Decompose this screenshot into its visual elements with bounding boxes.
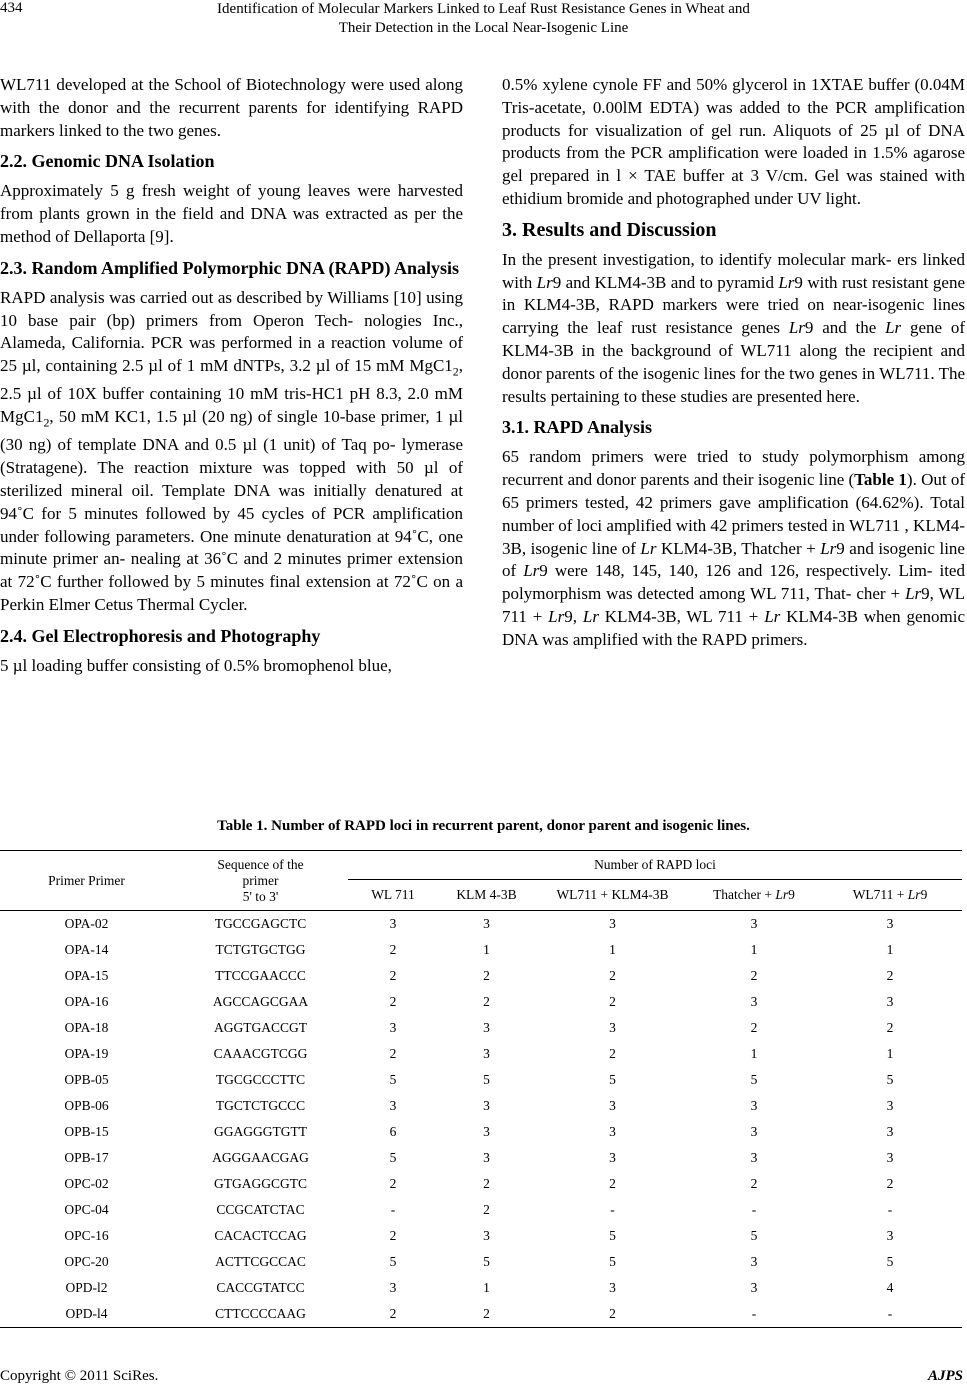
table-cell-c: 3 bbox=[609, 916, 616, 931]
table-cell-c: 3 bbox=[609, 1124, 616, 1139]
table-row bbox=[0, 1223, 962, 1249]
column-header-sequence: Sequence of the primer 5' to 3' bbox=[217, 856, 304, 904]
table-row bbox=[0, 937, 962, 963]
table-cell-d: 3 bbox=[750, 994, 758, 1009]
table-cell-primer: OPA-02 bbox=[64, 916, 109, 931]
column-group-header: Number of RAPD loci bbox=[348, 851, 962, 880]
table-cell-a: 3 bbox=[389, 1280, 397, 1295]
table-cell-e: 4 bbox=[886, 1280, 894, 1295]
section-3-paragraph: In the present investigation, to identify molecular mark- ers linked with Lr9 and KLM4-3B and to pyramid Lr9 with rust resistant gene in KLM4-3B, RAPD markers were tried on near-isogenic lines carrying the leaf rust resistance genes Lr9 and the Lr gene of KLM4-3B in the background of WL711 along the recipient and donor parents of the isogenic lines for the two genes in WL711. The results pertaining to these studies are presented here. bbox=[502, 249, 965, 406]
table-cell-c: 3 bbox=[609, 1150, 616, 1165]
table-cell-seq: CCGCATCTAC bbox=[216, 1202, 305, 1217]
section-3-heading: 3. Results and Discussion bbox=[502, 218, 717, 241]
table-cell-a: 5 bbox=[389, 1254, 397, 1269]
table-cell-e: 2 bbox=[886, 1020, 894, 1035]
table-cell-d: 2 bbox=[750, 968, 758, 983]
left-column bbox=[0, 74, 463, 686]
table-cell-primer: OPC-02 bbox=[64, 1176, 109, 1191]
table-row bbox=[0, 1249, 962, 1275]
table-cell-a: 2 bbox=[389, 942, 397, 957]
table-cell-seq: AGGTGACCGT bbox=[214, 1020, 307, 1035]
table-cell-c: 3 bbox=[609, 1098, 616, 1113]
table-cell-e: 3 bbox=[886, 1124, 894, 1139]
table-cell-e: 5 bbox=[886, 1072, 894, 1087]
table-cell-b: 1 bbox=[483, 942, 490, 957]
table-body bbox=[0, 911, 962, 1328]
table-cell-b: 2 bbox=[483, 1202, 490, 1217]
table-cell-a: 2 bbox=[389, 1176, 397, 1191]
table-cell-d: 2 bbox=[750, 1020, 758, 1035]
table-cell-c: - bbox=[610, 1202, 615, 1217]
table-cell-a: 2 bbox=[389, 1228, 397, 1243]
table-cell-e: 5 bbox=[886, 1254, 894, 1269]
table-cell-d: 3 bbox=[750, 1254, 758, 1269]
table-cell-d: 1 bbox=[750, 942, 758, 957]
table-cell-primer: OPD-l2 bbox=[65, 1280, 108, 1295]
table-cell-seq: TGCGCCCTTC bbox=[215, 1072, 306, 1087]
table-cell-b: 3 bbox=[483, 1228, 490, 1243]
running-header bbox=[0, 0, 967, 38]
table-cell-c: 5 bbox=[609, 1254, 616, 1269]
table-cell-d: 5 bbox=[750, 1072, 758, 1087]
table-cell-e: 3 bbox=[886, 994, 894, 1009]
section-2-4-paragraph: 5 µl loading buffer consisting of 0.5% bromophenol blue, bbox=[0, 655, 392, 675]
table-row bbox=[0, 1093, 962, 1119]
table-cell-b: 2 bbox=[483, 994, 490, 1009]
table-cell-seq: CACACTCCAG bbox=[214, 1228, 307, 1243]
table-row bbox=[0, 1067, 962, 1093]
intro-paragraph: WL711 developed at the School of Biotechnology were used along with the donor and the recurrent parents for identifying RAPD markers linked to the two genes. bbox=[0, 75, 463, 140]
table-cell-e: - bbox=[887, 1306, 893, 1321]
journal-footer: AJPS bbox=[927, 1368, 963, 1384]
table-cell-a: 2 bbox=[389, 994, 397, 1009]
table-cell-e: 3 bbox=[886, 1228, 894, 1243]
table-row bbox=[0, 1171, 962, 1197]
table-cell-c: 2 bbox=[609, 1046, 616, 1061]
table-cell-seq: TGCCGAGCTC bbox=[214, 916, 307, 931]
table-cell-a: 5 bbox=[389, 1150, 397, 1165]
gel-continuation-paragraph: 0.5% xylene cynole FF and 50% glycerol in 1XTAE buffer (0.04M Tris-acetate, 0.00lM EDTA) was added to the PCR amplification products for visualization of gel run. Aliquots of 25 µl of DNA products from the PCR amplification were loaded in 1.5% agarose gel prepared in l × TAE buffer at 3 V/cm. Gel was stained with ethidium bromide and photographed under UV light. bbox=[502, 75, 965, 208]
table-cell-seq: TGCTCTGCCC bbox=[215, 1098, 306, 1113]
section-2-2-paragraph: Approximately 5 g fresh weight of young leaves were harvested from plants grown in the field and DNA was extracted as per the method of Dellaporta [9]. bbox=[0, 181, 463, 246]
table-cell-primer: OPA-14 bbox=[64, 942, 109, 957]
table-cell-a: 2 bbox=[389, 968, 397, 983]
table-row bbox=[0, 1197, 962, 1223]
table-cell-a: 5 bbox=[389, 1072, 397, 1087]
table-cell-d: 3 bbox=[750, 1124, 758, 1139]
table-cell-e: 2 bbox=[886, 1176, 894, 1191]
table-cell-d: - bbox=[751, 1202, 757, 1217]
table-cell-c: 2 bbox=[609, 1306, 616, 1321]
table-cell-d: 3 bbox=[750, 1150, 758, 1165]
table-cell-a: 3 bbox=[389, 1020, 397, 1035]
column-header-wl711-lr9: WL711 + Lr9 bbox=[852, 887, 928, 902]
table-cell-primer: OPA-18 bbox=[64, 1020, 109, 1035]
table-cell-seq: AGCCAGCGAA bbox=[212, 994, 309, 1009]
table-cell-b: 2 bbox=[483, 1176, 490, 1191]
table-cell-c: 5 bbox=[609, 1072, 616, 1087]
table-row bbox=[0, 1301, 962, 1328]
table-cell-b: 3 bbox=[483, 1150, 490, 1165]
table-cell-seq: ACTTCGCCAC bbox=[215, 1254, 306, 1269]
table-cell-b: 3 bbox=[483, 1124, 490, 1139]
table-cell-b: 3 bbox=[483, 1098, 490, 1113]
table-cell-c: 5 bbox=[609, 1228, 616, 1243]
section-2-3-heading: 2.3. Random Amplified Polymorphic DNA (RAPD) Analysis bbox=[0, 257, 460, 278]
section-2-3-paragraph: RAPD analysis was carried out as described by Williams [10] using 10 base pair (bp) primers from Operon Tech- nologies Inc., Alameda, California. PCR was performed in a reaction volume of 25 µl, containing 2.5 µl of 1 mM dNTPs, 3.2 µl of 15 mM $MgC1_2$, 2.5 µl of 10X buffer containing 10 mM tris-HC1 pH 8.3, 2.0 mM $MgC1_2$, 50 mM KC1, 1.5 µl (20 ng) of single 10-base primer, 1 µl (30 ng) of template DNA and 0.5 µl (1 unit) of Taq po- lymerase (Stratagene). The reaction mixture was topped with 50 µl of sterilized mineral oil. Template DNA was initially denatured at 94˚C for 5 minutes followed by 45 cycles of PCR amplification under following parameters. One minute denaturation at 94˚C, one minute primer an- nealing at 36˚C and 2 minutes primer extension at 72˚C further followed by 5 minutes final extension at 72˚C on a Perkin Elmer Cetus Thermal Cycler. bbox=[0, 287, 463, 614]
table-cell-a: 3 bbox=[389, 1098, 397, 1113]
table-cell-a: 2 bbox=[389, 1306, 397, 1321]
table-row bbox=[0, 1119, 962, 1145]
copyright-footer: Copyright © 2011 SciRes. bbox=[0, 1368, 159, 1384]
table-cell-b: 2 bbox=[483, 968, 490, 983]
table-row bbox=[0, 911, 962, 938]
page-number: 434 bbox=[0, 0, 23, 16]
table-cell-e: 3 bbox=[886, 1098, 894, 1113]
table-row bbox=[0, 963, 962, 989]
table-cell-b: 5 bbox=[483, 1254, 490, 1269]
column-header-klm43b: KLM 4-3B bbox=[456, 887, 517, 902]
table-cell-e: 2 bbox=[886, 968, 894, 983]
table-cell-e: 3 bbox=[886, 1150, 894, 1165]
table-row bbox=[0, 1015, 962, 1041]
table-cell-d: 3 bbox=[750, 1280, 758, 1295]
table-cell-e: 1 bbox=[886, 942, 894, 957]
table-cell-primer: OPC-16 bbox=[64, 1228, 109, 1243]
table-cell-e: 1 bbox=[886, 1046, 894, 1061]
table-cell-primer: OPB-06 bbox=[64, 1098, 109, 1113]
section-2-2-heading: 2.2. Genomic DNA Isolation bbox=[0, 151, 215, 172]
table-cell-primer: OPB-17 bbox=[64, 1150, 109, 1165]
table-cell-e: 3 bbox=[886, 916, 894, 931]
table-cell-primer: OPC-04 bbox=[64, 1202, 109, 1217]
table-cell-c: 3 bbox=[609, 1020, 616, 1035]
table-cell-seq: CACCGTATCC bbox=[216, 1280, 305, 1295]
table-cell-b: 1 bbox=[483, 1280, 490, 1295]
table-cell-seq: GTGAGGCGTC bbox=[214, 1176, 307, 1191]
running-header-line2: Their Detection in the Local Near-Isogenic Line bbox=[338, 20, 629, 36]
table-cell-c: 2 bbox=[609, 994, 616, 1009]
table-cell-d: - bbox=[751, 1306, 757, 1321]
column-header-wl711-klm: WL711 + KLM4-3B bbox=[556, 887, 669, 902]
table-cell-primer: OPB-05 bbox=[64, 1072, 109, 1087]
table-row bbox=[0, 1041, 962, 1067]
table-cell-primer: OPA-15 bbox=[64, 968, 109, 983]
table-cell-seq: GGAGGGTGTT bbox=[214, 1124, 307, 1139]
table-row bbox=[0, 989, 962, 1015]
table-cell-b: 3 bbox=[483, 916, 490, 931]
table-cell-seq: CTTCCCCAAG bbox=[215, 1306, 306, 1321]
table-cell-primer: OPA-19 bbox=[64, 1046, 109, 1061]
column-header-thatcher-lr9: Thatcher + Lr9 bbox=[713, 887, 795, 902]
running-header-line1: Identification of Molecular Markers Linked to Leaf Rust Resistance Genes in Wheat and bbox=[217, 1, 750, 17]
table-cell-b: 3 bbox=[483, 1020, 490, 1035]
table-caption: Table 1. Number of RAPD loci in recurrent parent, donor parent and isogenic lines. bbox=[217, 818, 750, 834]
section-3-1-heading: 3.1. RAPD Analysis bbox=[502, 417, 653, 438]
table-cell-primer: OPC-20 bbox=[64, 1254, 109, 1269]
rapd-loci-table bbox=[0, 850, 962, 1328]
table-cell-a: - bbox=[390, 1202, 396, 1217]
table-cell-a: 3 bbox=[389, 916, 397, 931]
table-cell-c: 3 bbox=[609, 1280, 616, 1295]
column-header-primer: Primer Primer bbox=[48, 872, 125, 888]
table-cell-d: 3 bbox=[750, 1098, 758, 1113]
table-cell-primer: OPB-15 bbox=[64, 1124, 109, 1139]
table-cell-d: 2 bbox=[750, 1176, 758, 1191]
table-row bbox=[0, 1145, 962, 1171]
table-cell-e: - bbox=[887, 1202, 893, 1217]
column-header-wl711: WL 711 bbox=[371, 887, 415, 902]
table-cell-b: 5 bbox=[483, 1072, 490, 1087]
table-cell-d: 1 bbox=[750, 1046, 758, 1061]
table-1-reference: Table 1 bbox=[854, 470, 907, 490]
table-cell-a: 2 bbox=[389, 1046, 397, 1061]
table-cell-seq: AGGGAACGAG bbox=[212, 1150, 309, 1165]
right-column bbox=[502, 74, 965, 660]
table-cell-seq: CAAACGTCGG bbox=[213, 1046, 308, 1061]
section-2-4-heading: 2.4. Gel Electrophoresis and Photography bbox=[0, 625, 321, 646]
table-row bbox=[0, 1275, 962, 1301]
table-cell-c: 1 bbox=[609, 942, 616, 957]
table-cell-primer: OPA-16 bbox=[64, 994, 109, 1009]
table-cell-b: 2 bbox=[483, 1306, 490, 1321]
table-cell-d: 3 bbox=[750, 916, 758, 931]
table-cell-primer: OPD-l4 bbox=[65, 1306, 108, 1321]
table-cell-c: 2 bbox=[609, 968, 616, 983]
table-cell-c: 2 bbox=[609, 1176, 616, 1191]
table-cell-seq: TCTGTGCTGG bbox=[215, 942, 306, 957]
table-cell-a: 6 bbox=[389, 1124, 397, 1139]
table-cell-d: 5 bbox=[750, 1228, 758, 1243]
section-3-1-paragraph: 65 random primers were tried to study polymorphism among recurrent and donor parents and their isogenic line (Table 1). Out of 65 primers tested, 42 primers gave amplification (64.62%). Total number of loci amplified with 42 primers tested in WL711 , KLM4-3B, isogenic line of Lr KLM4-3B, Thatcher + Lr9 and isogenic line of Lr9 were 148, 145, 140, 126 and 126, respectively. Lim- ited polymorphism was detected among WL 711, That- cher + Lr9, WL 711 + Lr9, Lr KLM4-3B, WL 711 + Lr KLM4-3B when genomic DNA was amplified with the RAPD primers. bbox=[502, 447, 966, 649]
table-cell-seq: TTCCGAACCC bbox=[215, 968, 306, 983]
table-cell-b: 3 bbox=[483, 1046, 490, 1061]
